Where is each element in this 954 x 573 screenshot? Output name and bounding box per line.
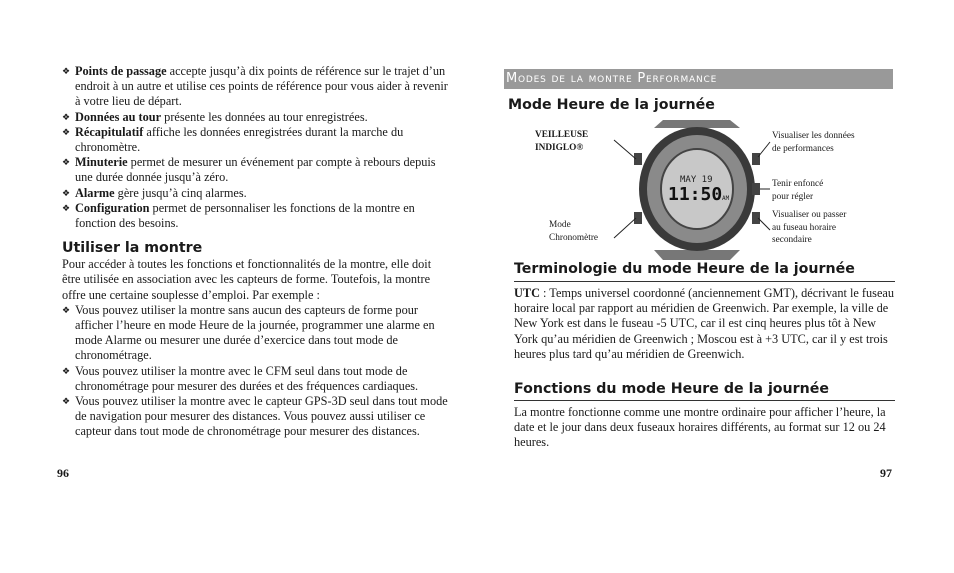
indiglo-button (634, 153, 642, 165)
label-line: pour régler (772, 191, 814, 202)
performance-button (752, 153, 760, 165)
watch-ampm: AM (722, 195, 730, 202)
term: Récapitulatif (75, 124, 144, 139)
label-indiglo (535, 129, 588, 154)
list-item (62, 201, 450, 231)
leader-line-mode (614, 218, 636, 238)
label-line: Visualiser les données (772, 131, 855, 141)
mode-button (634, 212, 642, 224)
heading-rule (514, 281, 895, 282)
term: Points de passage (75, 64, 167, 78)
list-item (62, 303, 450, 364)
list-item (62, 186, 450, 201)
label-line: Mode (549, 220, 571, 230)
set-button (752, 183, 760, 195)
description: Vous pouvez utiliser la montre avec le CFM seul dans tout mode de chronométrage pour mesurer des durées et des fréquences cardiaques. (75, 363, 419, 393)
label-line: Chronomètre (549, 232, 599, 243)
page-number-left: 96 (57, 466, 69, 480)
watch-time: 11:50 (668, 184, 723, 205)
label-line: Visualiser ou passer (772, 210, 847, 220)
list-item (62, 110, 450, 125)
list-item (62, 125, 450, 155)
term: Minuterie (75, 155, 128, 170)
term: Alarme (75, 185, 115, 200)
utc-definition: : Temps universel coordonné (anciennement GMT), décrivant le fuseau horaire local par rapport au méridien de Greenwich. Par exemple, la ville de New York est dans le fuseau -5 UTC, car il est cinq heures plus tôt à New York qu’au méridien de Greenwich ; Moscou est à +3 UTC, car il y est trois heures plus tard qu’au méridien de Greenwich. (514, 286, 895, 361)
diamond-bullet-icon: ❖ (62, 187, 71, 198)
description: Vous pouvez utiliser la montre sans aucun des capteurs de forme pour afficher l’heure en mode Heure de la journée, programmer une alarme en mode Alarme ou mesurer une durée d’exercice dans tout mode de chronométrage. (75, 302, 435, 363)
diamond-bullet-icon: ❖ (62, 365, 71, 376)
watch-strap-bottom (654, 250, 740, 260)
description: permet de mesurer un événement par compte à rebours depuis une durée donnée jusqu’à zéro. (75, 155, 436, 185)
label-line: Tenir enfoncé (772, 179, 824, 189)
label-performance (772, 130, 855, 155)
usage-list (62, 303, 450, 440)
page-number-right: 97 (880, 466, 892, 480)
label-line: secondaire (772, 235, 812, 245)
diamond-bullet-icon: ❖ (62, 111, 71, 122)
description: permet de personnaliser les fonctions de la montre en fonction des besoins. (75, 200, 415, 231)
diamond-bullet-icon: ❖ (62, 396, 71, 407)
chapter-banner (504, 69, 893, 89)
zone-button (752, 212, 760, 224)
diamond-bullet-icon: ❖ (62, 304, 71, 315)
functions-heading: Fonctions du mode Heure de la journée (514, 381, 829, 397)
functions-paragraph: La montre fonctionne comme une montre ordinaire pour afficher l’heure, la date et le jour dans deux fuseaux horaires différents, au format sur 12 ou 24 heures. (514, 405, 886, 450)
term: Configuration (75, 200, 150, 215)
utc-term: UTC (514, 286, 540, 300)
list-item (62, 155, 450, 185)
watch-date: MAY 19 (680, 175, 713, 185)
description: accepte jusqu’à dix points de référence sur le trajet d’un endroit à un autre et utilise ces points de référence pour vous aider à revenir à votre lieu de départ. (75, 64, 448, 109)
left-page (62, 64, 450, 440)
intro-paragraph: Pour accéder à toutes les fonctions et fonctionnalités de la montre, elle doit être utilisée en association avec les capteurs de forme. Toutefois, la montre offre une certaine souplesse d’emploi. Par exemple : (62, 257, 432, 302)
term: Données au tour (75, 109, 162, 124)
label-set (772, 178, 823, 203)
diamond-bullet-icon: ❖ (62, 202, 71, 213)
chapter-title: Modes de la montre Performance (506, 71, 718, 86)
diamond-bullet-icon: ❖ (62, 157, 71, 168)
description: présente les données au tour enregistrées. (161, 109, 368, 124)
leader-line-performance (758, 142, 770, 157)
label-mode (549, 219, 598, 244)
list-item (62, 64, 450, 110)
label-line: de performances (772, 143, 834, 154)
terminology-heading: Terminologie du mode Heure de la journée (514, 261, 855, 277)
description: gère jusqu’à cinq alarmes. (114, 185, 247, 200)
label-zone (772, 209, 846, 247)
label-line: VEILLEUSE (535, 130, 589, 140)
description: Vous pouvez utiliser la montre avec le capteur GPS-3D seul dans tout mode de navigation pour mesurer des distances. Vous pouvez aussi utiliser ce capteur dans tout mode de chronométrage pour mesurer des distances. (75, 394, 448, 439)
list-item (62, 364, 450, 394)
section-heading: Utiliser la montre (62, 240, 203, 257)
diamond-bullet-icon: ❖ (62, 66, 71, 76)
label-line: INDIGLO® (535, 142, 584, 153)
section-title: Mode Heure de la journée (508, 97, 715, 113)
diamond-bullet-icon: ❖ (62, 126, 71, 137)
heading-rule (514, 400, 895, 401)
utc-paragraph (514, 286, 898, 362)
description: affiche les données enregistrées durant la marche du chronomètre. (75, 124, 404, 155)
feature-list (62, 64, 450, 231)
watch-strap-top (654, 120, 740, 128)
label-line: au fuseau horaire (772, 222, 837, 233)
leader-line-indiglo (614, 140, 636, 159)
list-item (62, 394, 450, 440)
